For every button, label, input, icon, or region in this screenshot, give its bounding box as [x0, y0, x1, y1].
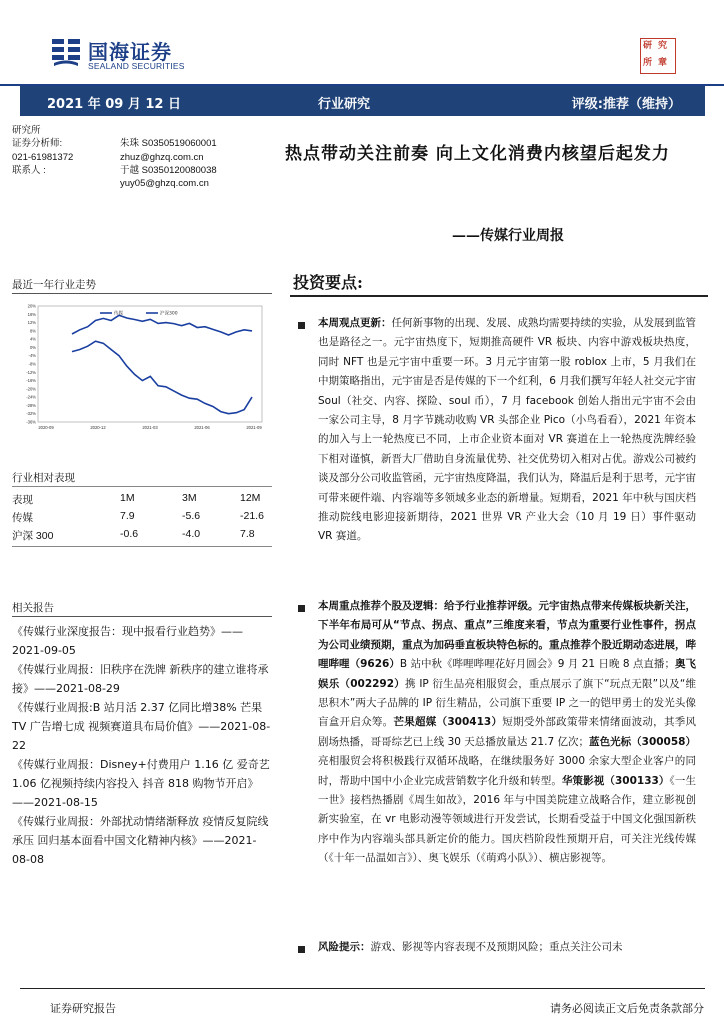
x-tick-label: 2020-12 — [90, 425, 106, 430]
industry-rating: 评级:推荐（维持） — [571, 97, 681, 112]
table-header: 1M — [120, 492, 135, 504]
dept-label: 研究所 — [12, 125, 41, 136]
table-header-row — [12, 490, 272, 508]
paragraph-text: 亮相服贸会将积极践行双循环战略，在继续服务好 3000 余家大型企业客户的同时，帮助中国中小企业完成营销数字化升级和转型。 — [318, 755, 696, 787]
y-tick-label: -24% — [26, 394, 36, 400]
analyst-email: zhuz@ghzq.com.cn — [120, 151, 204, 163]
related-report-link[interactable]: 《传媒行业周报:B 站月活 2.37 亿同比增38% 芒果 TV 广告增七成 视频赛道具布局价值》——2021-08-22 — [12, 701, 271, 752]
table-header: 12M — [240, 492, 261, 504]
paragraph-label: 风险提示： — [318, 941, 371, 953]
y-tick-label: -32% — [26, 411, 36, 417]
performance-table — [12, 490, 272, 544]
trend-heading: 最近一年行业走势 — [12, 279, 96, 291]
y-tick-label: -28% — [26, 402, 36, 408]
contact-email: yuy05@ghzq.com.cn — [120, 178, 209, 190]
related-report-link[interactable]: 《传媒行业深度报告：现中报看行业趋势》——2021-09-05 — [12, 625, 243, 657]
y-tick-label: 8% — [29, 328, 36, 334]
y-tick-label: -16% — [26, 378, 36, 384]
company-name: 蓝色光标（300058） — [589, 735, 696, 748]
risk-paragraph — [318, 938, 696, 957]
report-date: 2021 年 09 月 12 日 — [47, 97, 181, 112]
related-reports-list — [12, 622, 274, 869]
investment-heading: 投资要点: — [293, 273, 363, 292]
performance-heading: 行业相对表现 — [12, 472, 75, 484]
table-cell: 沪深 300 — [12, 530, 54, 542]
table-cell: -5.6 — [182, 510, 201, 522]
footer-disclaimer: 请务必阅读正文后免责条款部分 — [550, 1002, 704, 1015]
x-tick-label: 2021-09 — [246, 425, 262, 430]
related-report-link[interactable]: 《传媒行业周报：Disney+付费用户 1.16 亿 爱奇艺 1.06 亿视频持续内容投入 抖音 818 购物节开启》——2021-08-15 — [12, 758, 270, 809]
contact-name: 于越 S0350120080038 — [120, 164, 217, 176]
paragraph-text: 《一生一世》接档热播剧《周生如故》，2016 年与中国美院建立战略合作，建立影视创新实验室，在 vr 电影动漫等领域进行开发尝试，长期看受益于中国文化强国新秩序中作为内容端头部具新定价的能力。国庆档阶段性预期开启，可关注光线传媒（《十年一品温如言》）、奥飞娱乐（《萌鸡小队》）、横店影视等。 — [318, 774, 697, 865]
table-cell: -0.6 — [120, 528, 139, 540]
plot-frame — [38, 306, 262, 422]
bullet-icon — [298, 605, 305, 612]
analyst-label: 证券分析师: — [12, 138, 63, 150]
paragraph-bold-text: 给予行业推荐评级。元宇宙热点带来传媒板块新关注，下半年布局可从“节点、拐点、重点”三维度来看，节点为重要行业性事件，拐点为公司业绩预期，重点为加码垂直板块特色标的。重点推荐个股近期动态进展， — [318, 600, 696, 651]
investment-rule — [290, 295, 708, 297]
research-seal-stamp: 研 究 所 章 — [640, 38, 676, 74]
y-tick-label: 0% — [29, 344, 36, 350]
paragraph-text: 游戏、影视等内容表现不及预期风险；重点关注公司未 — [370, 941, 623, 953]
x-tick-label: 2020-09 — [38, 425, 54, 430]
company-name: 芒果超媒（300413） — [393, 716, 503, 729]
y-tick-label: -4% — [28, 353, 36, 359]
paragraph-label: 本周观点更新： — [318, 317, 392, 329]
company-name: 哔哩哔哩（9626） — [318, 638, 696, 671]
y-tick-label: -8% — [28, 361, 36, 367]
paragraph-label: 本周重点推荐个股及逻辑： — [318, 600, 444, 612]
table-cell: 传媒 — [12, 512, 33, 524]
y-tick-label: -12% — [26, 369, 36, 375]
company-logo — [50, 36, 200, 76]
paragraph-text: 短期受外部政策带来情绪面波动，其季风剧场热播，哥哥综艺已上线 30 天总播放量达 21.7 亿次； — [318, 716, 697, 748]
bullet-icon — [298, 946, 305, 953]
paragraph-text: B 站中秋《哔哩哔哩花好月圆会》9 月 21 日晚 8 点直播； — [399, 658, 675, 671]
table-row — [12, 508, 272, 526]
related-rule — [12, 616, 272, 617]
trend-chart — [12, 300, 270, 432]
footer-left-text: 证券研究报告 — [50, 1002, 116, 1015]
x-tick-label: 2021-06 — [194, 425, 210, 430]
header-band — [20, 86, 705, 116]
trend-rule — [12, 293, 272, 294]
related-report-link[interactable]: 《传媒行业周报：旧秩序在洗牌 新秩序的建立谁将承接》——2021-08-29 — [12, 663, 269, 695]
performance-top-rule — [12, 486, 272, 487]
y-tick-label: 12% — [27, 320, 36, 326]
y-tick-label: 20% — [27, 303, 36, 309]
analyst-name: 朱珠 S0350519060001 — [120, 138, 217, 150]
company-name: 奥飞娱乐（002292） — [318, 658, 697, 690]
analyst-phone: 021-61981372 — [12, 151, 74, 163]
y-tick-label: 4% — [29, 336, 36, 342]
table-row — [12, 526, 272, 544]
related-report-link[interactable]: 《传媒行业周报：外部扰动情绪渐释放 疫情反复院线承压 回归基本面看中国文化精神内核》——2021-08-08 — [12, 815, 269, 866]
footer-rule — [20, 988, 705, 989]
y-tick-label: 16% — [27, 311, 36, 317]
bullet-icon — [298, 322, 305, 329]
contact-label: 联系人 : — [12, 164, 46, 176]
sealand-logo-icon — [50, 36, 82, 68]
legend-label: 沪深300 — [160, 311, 178, 317]
table-header: 3M — [182, 492, 197, 504]
table-header: 表现 — [12, 494, 33, 506]
table-cell: -4.0 — [182, 528, 201, 540]
related-heading: 相关报告 — [12, 602, 54, 614]
paragraph-text: 携 IP 衍生品亮相服贸会，重点展示了旗下“玩点无限”以及“维思积木”两大子品牌的 IP 衍生精品，公司旗下重要 IP 之一的铠甲勇士的发光头像盲盒开启众筹。 — [318, 677, 696, 729]
y-tick-label: -20% — [26, 386, 36, 392]
logo-english-name: SEALAND SECURITIES — [88, 61, 185, 71]
weekly-view-paragraph — [318, 314, 696, 547]
paragraph-text: 任何新事物的出现、发展、成熟均需要持续的实验，从发展到监管也是路径之一。元宇宙热度下，短期推高硬件 VR 板块、内容中游戏板块热度，同时 NFT 也是元宇宙中重要一环。3 月元宇宙第一股 roblox 上市，5 月我们在中期策略指出，元宇宙是否是传媒的下一个红利，6 月我们撰写年轻人社交元宇宙 Soul（社交、内容、探险、soul 币），7 月 facebook 创始人指出元宇宙不会由一家公司主导，8 月字节跳动收购 VR 头部企业 Pico（小鸟看看），2021 年资本的加入与上一轮热度已不同，上市企业资本面对 VR 赛道在上一轮热度洗牌经验下相对谨慎，新晋大厂借助自身流量优势、社交优势切入相对占优。游戏公司被约谈及部分公司收监管函，元宇宙热度降温，我们认为，降温后是利于思考，元宇宙可带来硬件端、内容端等多领域多业态的新增量。短期看，2021 年中秋与国庆档推动院线电影迎接新期待，2021 世界 VR 产业大会（10 月 19 日）事件驱动 VR 赛道。 — [318, 317, 696, 543]
report-title: 热点带动关注前奏 向上文化消费内核望后起发力 — [285, 144, 670, 164]
legend-label: 传媒 — [114, 311, 123, 317]
analyst-info — [12, 124, 272, 190]
stock-picks-paragraph — [318, 597, 696, 869]
table-cell: 7.9 — [120, 510, 135, 522]
table-cell: 7.8 — [240, 528, 255, 540]
company-name: 华策影视（300133） — [561, 774, 670, 787]
logo-chinese-name: 国海证券 — [88, 40, 172, 64]
table-cell: -21.6 — [240, 510, 264, 522]
performance-bottom-rule — [12, 546, 272, 547]
y-tick-label: -36% — [26, 419, 36, 425]
x-tick-label: 2021-03 — [142, 425, 158, 430]
report-subtitle: ——传媒行业周报 — [452, 228, 564, 244]
report-type: 行业研究 — [318, 97, 371, 112]
